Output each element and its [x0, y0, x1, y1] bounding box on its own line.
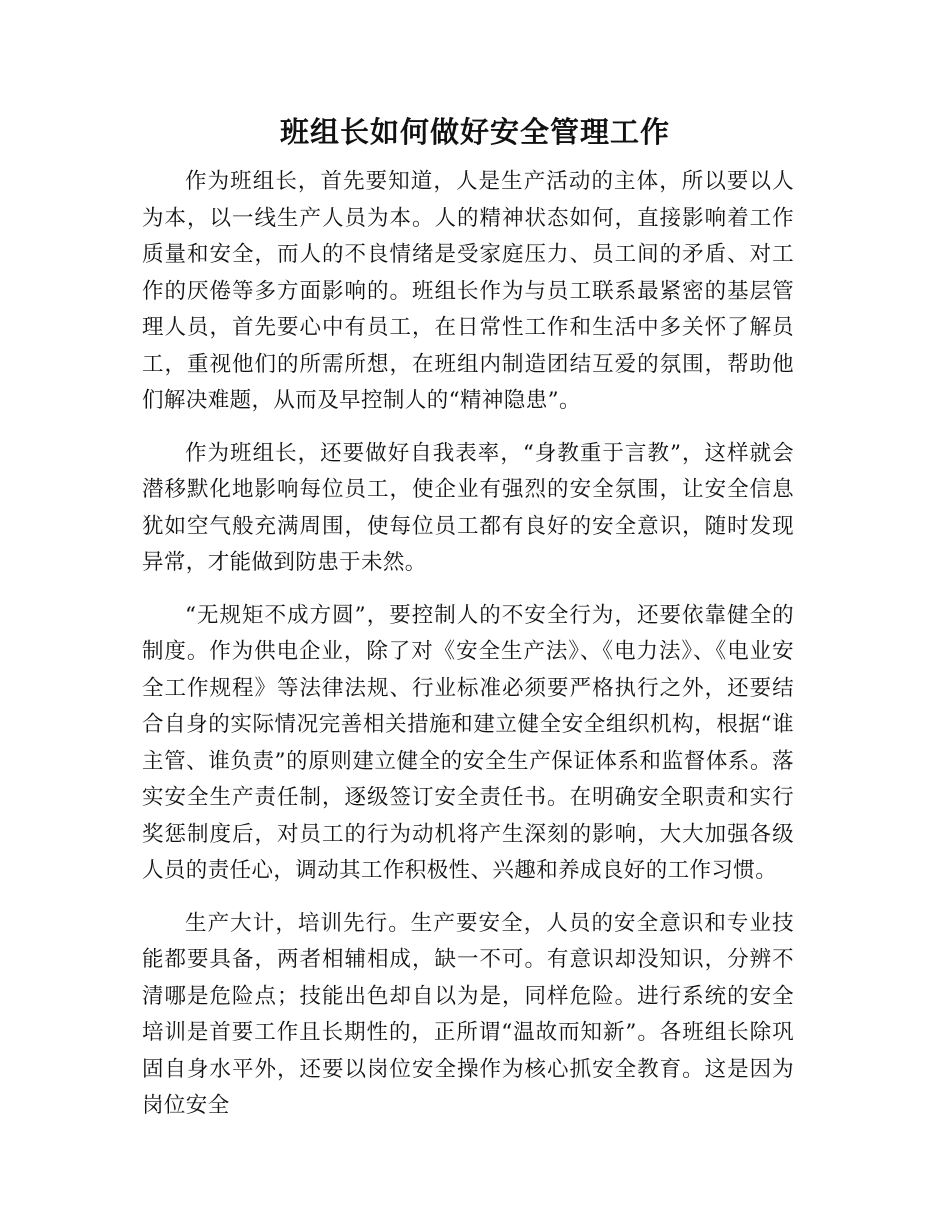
- paragraph-3: “无规矩不成方圆”，要控制人的不安全行为，还要依靠健全的制度。作为供电企业，除了对《安全生产法》、《电力法》、《电业安全工作规程》等法律法规、行业标准必须要严格执行之外，还要结合自身的实际情况完善相关措施和建立健全安全组织机构，根据“谁主管、谁负责”的原则建立健全的安全生产保证体系和监督体系。落实安全生产责任制，逐级签订安全责任书。在明确安全职责和实行奖惩制度后，对员工的行为动机将产生深刻的影响，大大加强各级人员的责任心，调动其工作积极性、兴趣和养成良好的工作习惯。: [142, 602, 794, 883]
- paragraph-2: 作为班组长，还要做好自我表率，“身教重于言教”，这样就会潜移默化地影响每位员工，使企业有强烈的安全氛围，让安全信息犹如空气般充满周围，使每位员工都有良好的安全意识，随时发现异常，才能做到防患于未然。: [142, 440, 794, 575]
- paragraph-1: 作为班组长，首先要知道，人是生产活动的主体，所以要以人为本，以一线生产人员为本。人的精神状态如何，直接影响着工作质量和安全，而人的不良情绪是受家庭压力、员工间的矛盾、对工作的厌倦等多方面影响的。班组长作为与员工联系最紧密的基层管理人员，首先要心中有员工，在日常性工作和生活中多关怀了解员工，重视他们的所需所想，在班组内制造团结互爱的氛围，帮助他们解决难题，从而及早控制人的“精神隐患”。: [142, 169, 794, 413]
- document-title: 班组长如何做好安全管理工作: [279, 115, 670, 149]
- paragraph-4: 生产大计，培训先行。生产要安全，人员的安全意识和专业技能都要具备，两者相辅相成，缺一不可。有意识却没知识，分辨不清哪是危险点；技能出色却自以为是，同样危险。进行系统的安全培训是首要工作且长期性的，正所谓“温故而知新”。各班组长除巩固自身水平外，还要以岗位安全操作为核心抓安全教育。这是因为岗位安全: [142, 910, 794, 1118]
- document-body: [142, 164, 794, 1141]
